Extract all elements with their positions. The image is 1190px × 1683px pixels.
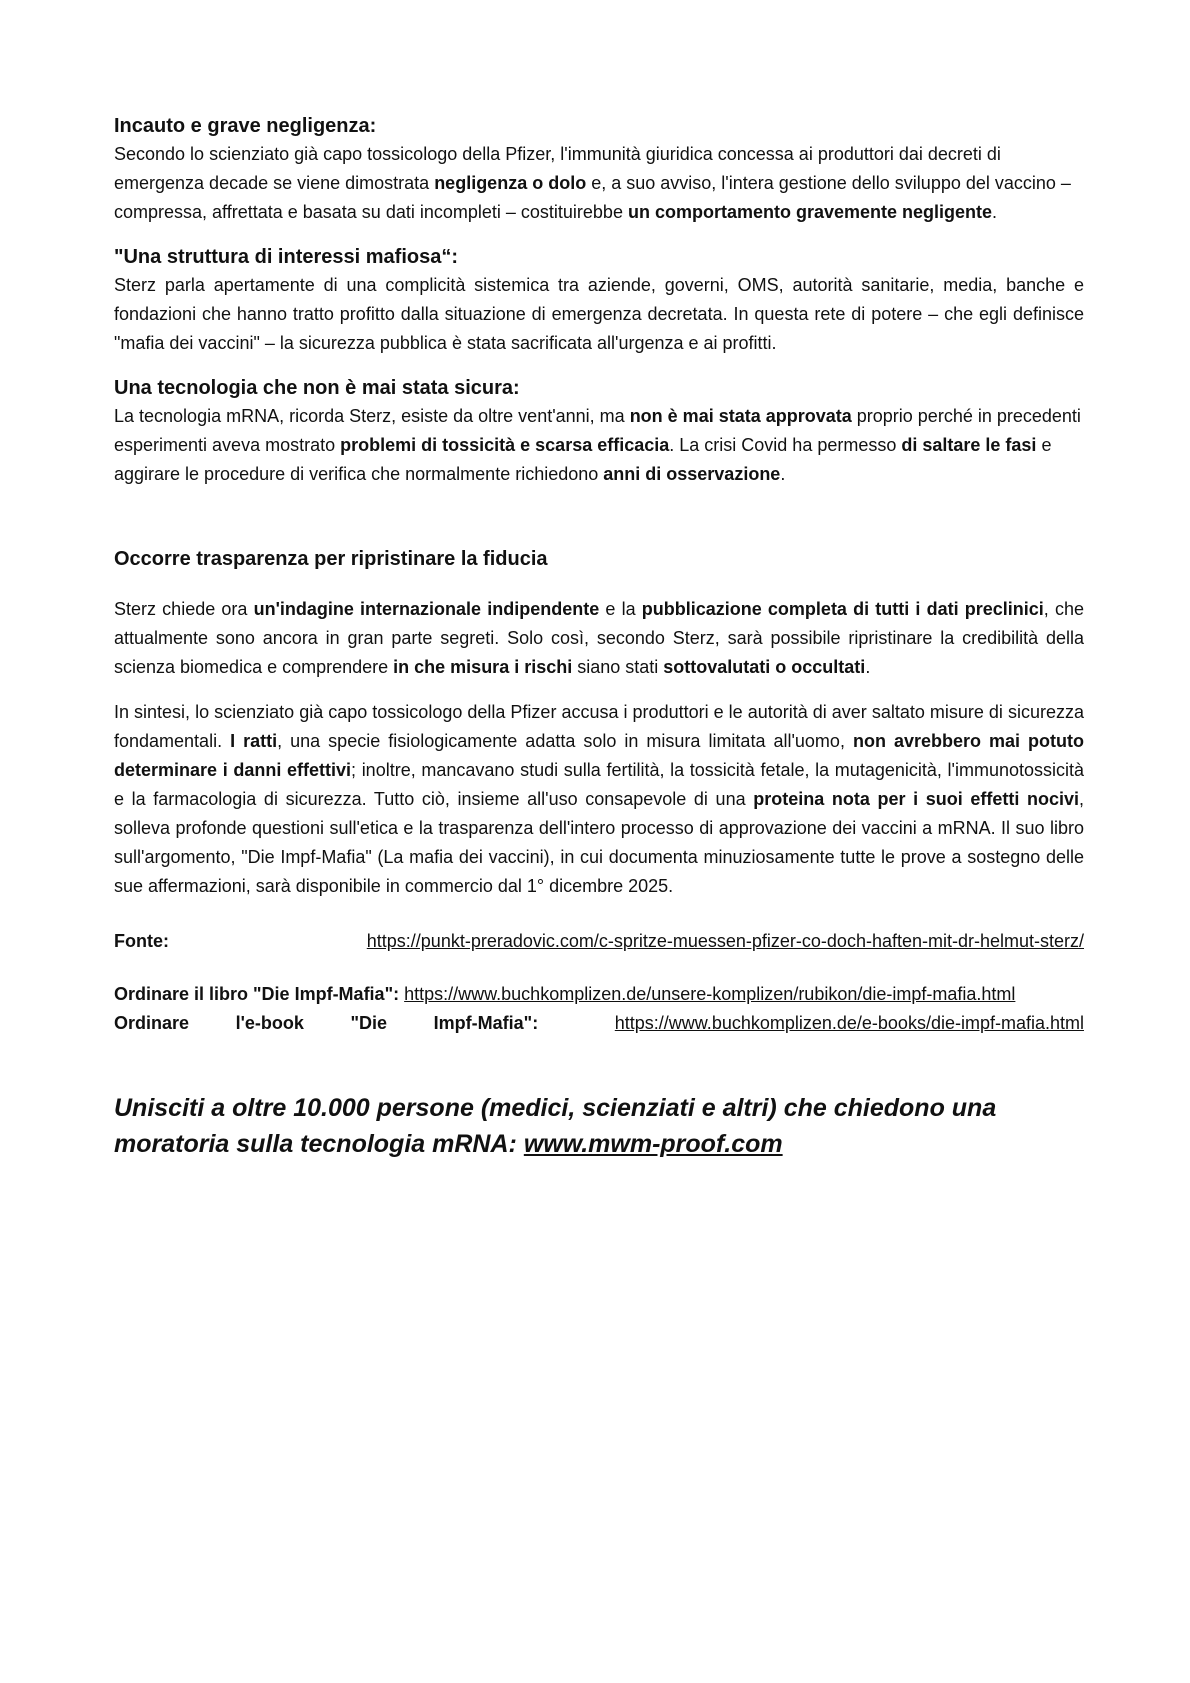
order-book-link[interactable]: https://www.buchkomplizen.de/unsere-komplizen/rubikon/die-impf-mafia.html xyxy=(404,984,1016,1004)
paragraph-summary: In sintesi, lo scienziato già capo tossicologo della Pfizer accusa i produttori e le autorità di aver saltato misure di sicurezza fondamentali. I ratti, una specie fisiologicamente adatta solo in misura limitata all'uomo, non avrebbero mai potuto determinare i danni effettivi; inoltre, mancavano studi sulla fertilità, la tossicità fetale, la mutagenicità, l'immunotossicità e la farmacologia di sicurezza. Tutto ciò, insieme all'uso consapevole di una proteina nota per i suoi effetti nocivi, solleva profonde questioni sull'etica e la trasparenza dell'intero processo di approvazione dei vaccini a mRNA. Il suo libro sull'argomento, "Die Impf-Mafia" (La mafia dei vaccini), in cui documenta minuziosamente tutte le prove a sostegno delle sue affermazioni, sarà disponibile in commercio dal 1° dicembre 2025. xyxy=(114,702,1085,896)
source-link[interactable]: https://punkt-preradovic.com/c-spritze-muessen-pfizer-co-doch-haften-mit-dr-helmut-sterz/ xyxy=(366,931,1084,951)
cta-link[interactable]: www.mwm-proof.com xyxy=(523,1130,783,1158)
section-title-negligence: Incauto e grave negligenza: xyxy=(114,115,377,137)
call-to-action: Unisciti a oltre 10.000 persone (medici, scienziati e altri) che chiedono una moratoria sulla tecnologia mRNA: www.mwm-proof.com xyxy=(114,1094,997,1158)
source-line xyxy=(114,927,1084,956)
paragraph-transparency-request: Sterz chiede ora un'indagine internazionale indipendente e la pubblicazione completa di tutti i dati preclinici, che attualmente sono ancora in gran parte segreti. Solo così, secondo Sterz, sarà possibile ripristinare la credibilità della scienza biomedica e comprendere in che misura i rischi siano stati sottovalutati o occultati. xyxy=(114,599,1084,677)
section-title-mafia-structure: "Una struttura di interessi mafiosa“: xyxy=(114,246,459,268)
paragraph-mafia-structure: Sterz parla apertamente di una complicità sistemica tra aziende, governi, OMS, autorità sanitarie, media, banche e fondazioni che hanno tratto profitto dalla situazione di emergenza decretata. In questa rete di potere – che egli definisce "mafia dei vaccini" – la sicurezza pubblica è stata sacrificata all'urgenza e ai profitti. xyxy=(114,275,1084,353)
order-ebook-link[interactable]: https://www.buchkomplizen.de/e-books/die-impf-mafia.html xyxy=(614,1013,1084,1033)
section-title-transparency: Occorre trasparenza per ripristinare la fiducia xyxy=(114,548,548,570)
paragraph-negligence: Secondo lo scienziato già capo tossicologo della Pfizer, l'immunità giuridica concessa ai produttori dai decreti di emergenza decade se viene dimostrata negligenza o dolo e, a suo avviso, l'intera gestione dello sviluppo del vaccino – compressa, affrettata e basata su dati incompleti – costituirebbe un comportamento gravemente negligente. xyxy=(114,144,1071,222)
order-book-line xyxy=(114,980,1084,1009)
section-title-technology: Una tecnologia che non è mai stata sicura: xyxy=(114,377,520,399)
paragraph-technology: La tecnologia mRNA, ricorda Sterz, esiste da oltre vent'anni, ma non è mai stata approvata proprio perché in precedenti esperimenti aveva mostrato problemi di tossicità e scarsa efficacia. La crisi Covid ha permesso di saltare le fasi e aggirare le procedure di verifica che normalmente richiedono anni di osservazione. xyxy=(114,406,1081,484)
source-label: Fonte: xyxy=(114,931,169,951)
document-page xyxy=(114,112,1084,1162)
order-book-label: Ordinare il libro "Die Impf-Mafia": xyxy=(114,984,400,1004)
order-ebook-line: Ordinare l'e-book "Die Impf-Mafia": https://www.buchkomplizen.de/e-books/die-impf-mafia.html xyxy=(114,1009,1084,1038)
